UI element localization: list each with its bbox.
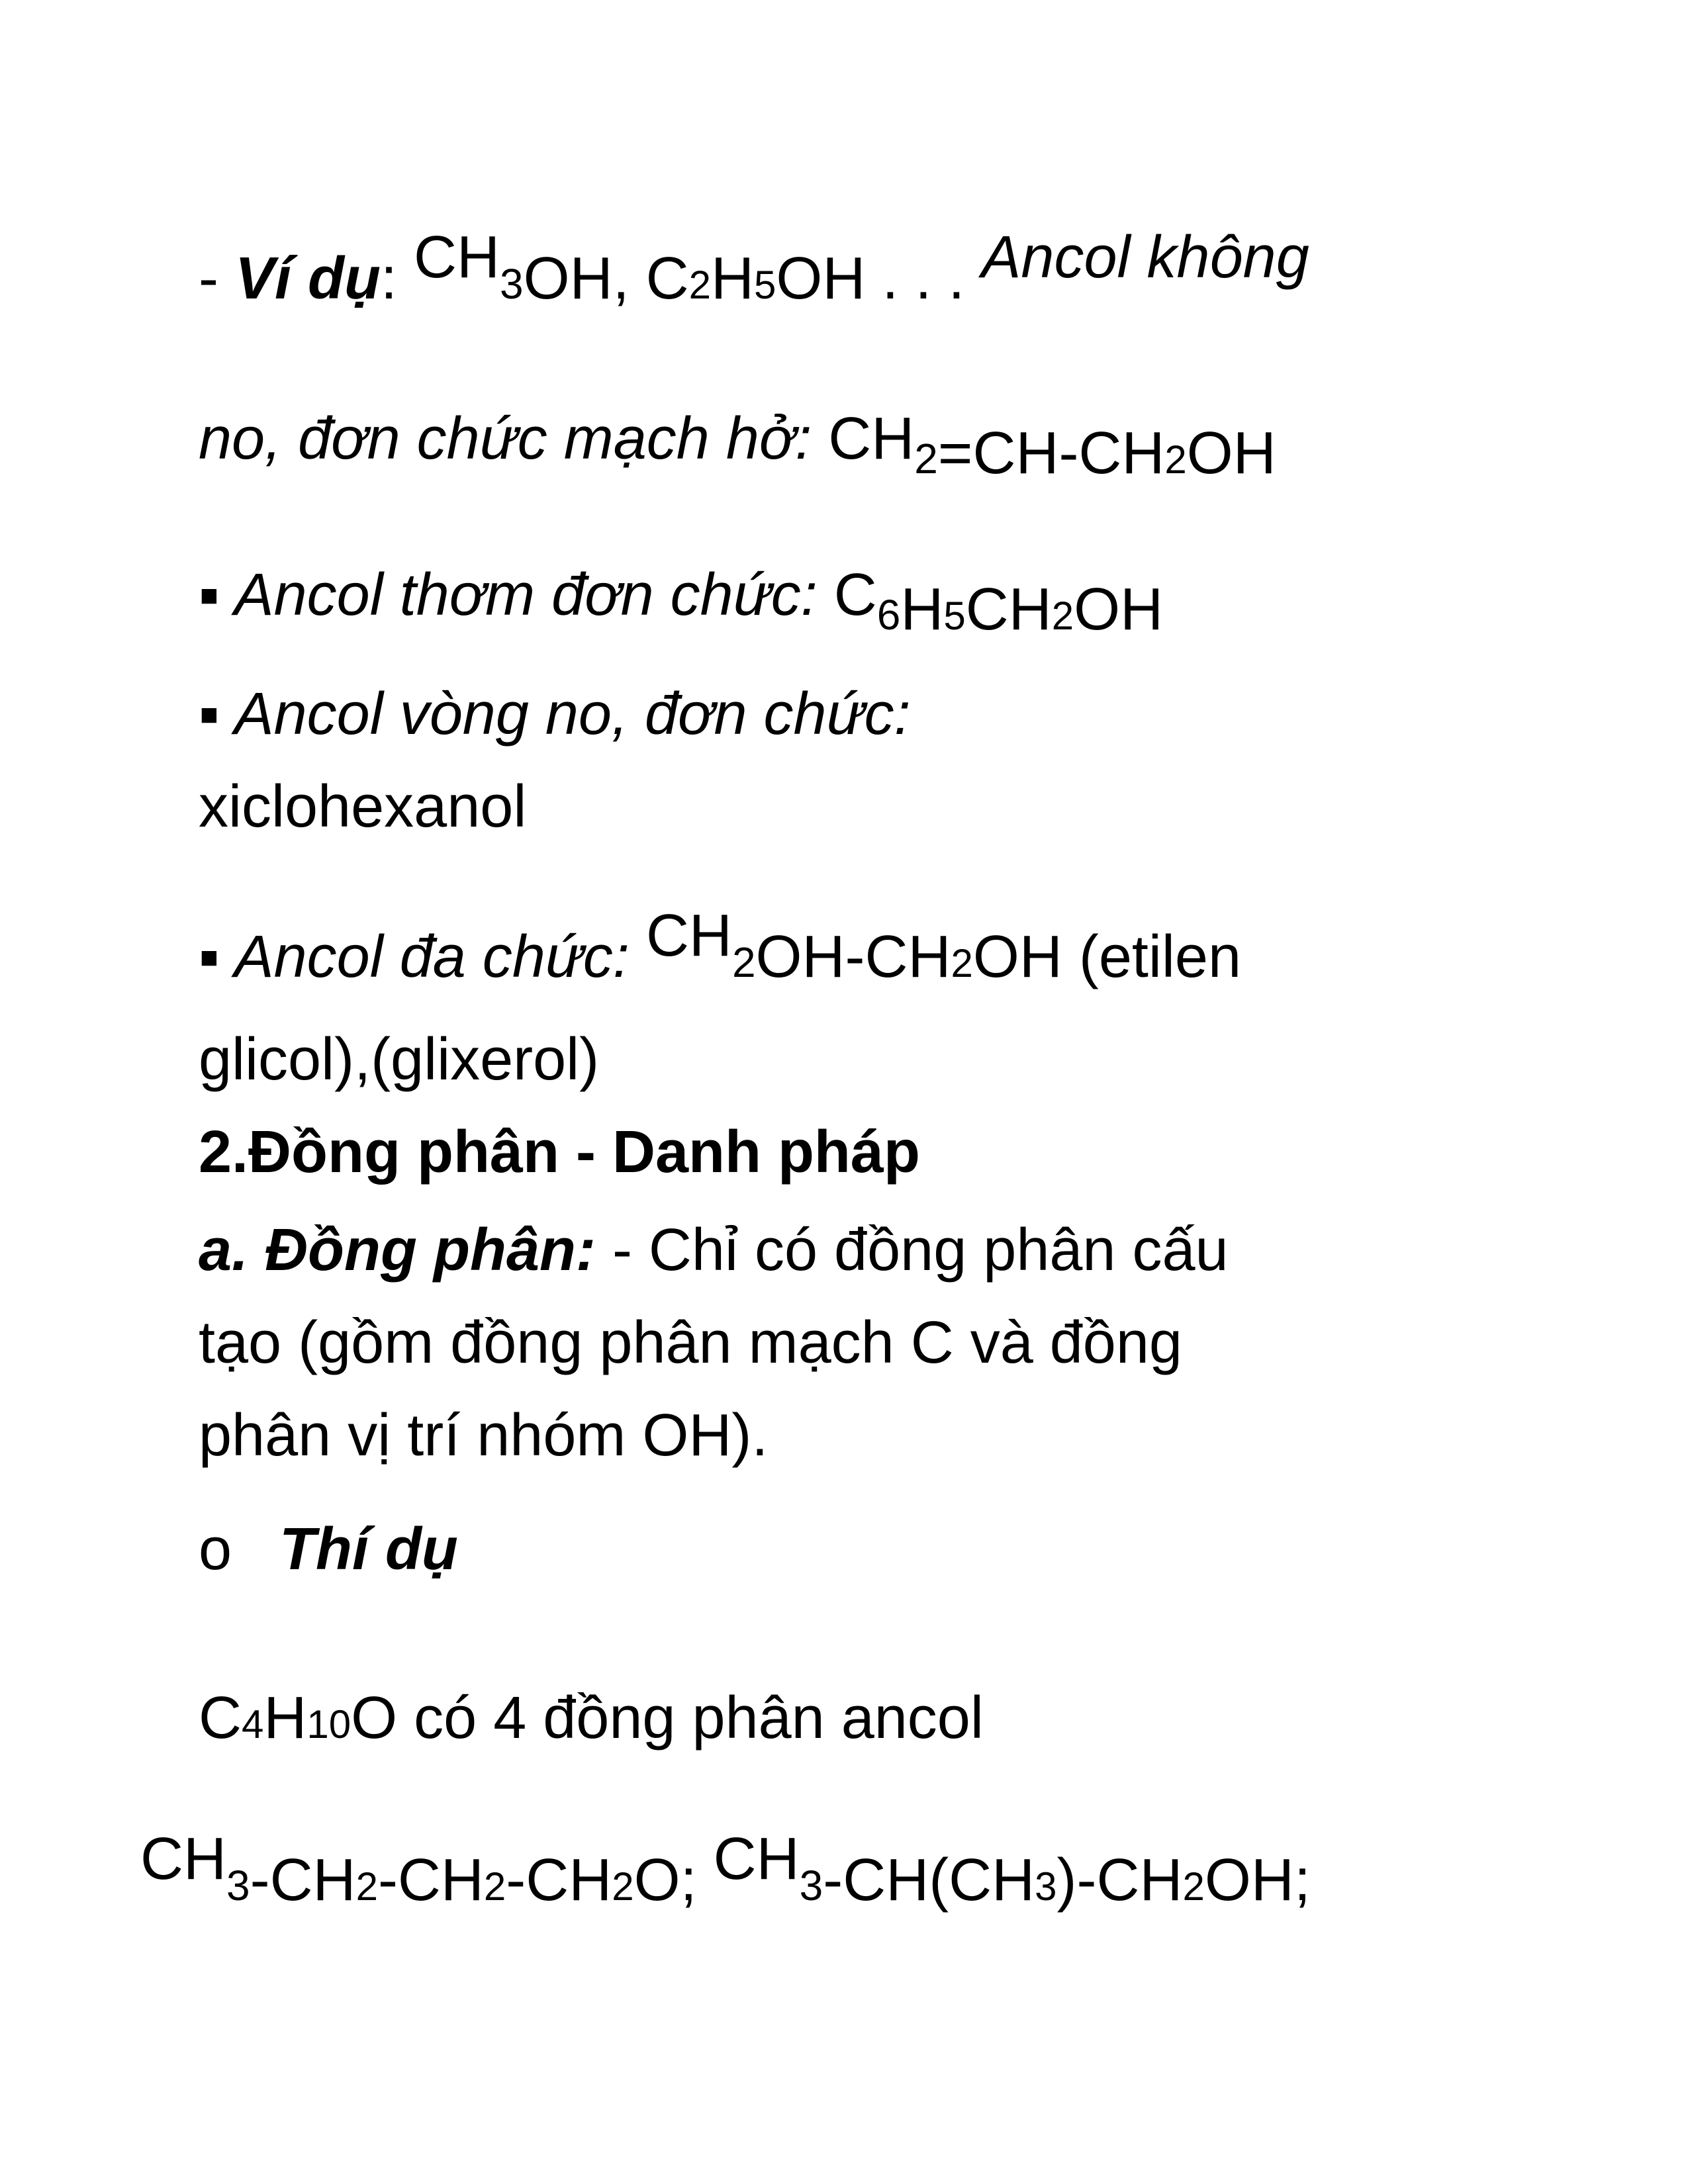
- text: O có 4 đồng phân ancol: [351, 1685, 984, 1751]
- formula-part: OH, C: [523, 246, 689, 312]
- formula-part: OH: [1186, 420, 1276, 486]
- formula-part: -CH: [506, 1847, 612, 1913]
- compound-name: xiclohexanol: [199, 774, 527, 840]
- line-ancol-da-chuc: [199, 903, 1242, 992]
- formula-part: OH: [1074, 576, 1164, 643]
- text: phân vị trí nhóm OH).: [199, 1402, 769, 1469]
- subscript: 2: [1182, 1864, 1205, 1909]
- category-text: Ancol vòng no, đơn chức:: [234, 681, 911, 747]
- subscript: 2: [483, 1864, 506, 1909]
- circle-bullet: o: [199, 1516, 232, 1582]
- subscript: 2: [355, 1864, 378, 1909]
- formula-part: OH . . .: [776, 246, 982, 312]
- formula-part: )-CH: [1056, 1847, 1183, 1913]
- subscript: 3: [226, 1862, 250, 1909]
- formula-ch: CH: [140, 1826, 226, 1892]
- line-glicol: [199, 1026, 599, 1095]
- section-heading: [199, 1118, 920, 1187]
- subscript: 4: [242, 1702, 264, 1747]
- subscript: 10: [306, 1702, 352, 1747]
- formula-part: O;: [633, 1847, 714, 1913]
- line-thi-du: [199, 1516, 458, 1584]
- formula-part: OH;: [1204, 1847, 1311, 1913]
- subscript: 2: [914, 435, 938, 482]
- subscript: 2: [731, 938, 756, 986]
- subscript: 2: [1051, 594, 1074, 638]
- text: glicol),(glixerol): [199, 1026, 600, 1093]
- bullet: ▪: [199, 562, 234, 628]
- line-phan-vi-tri: [199, 1402, 768, 1471]
- heading-text: 2.Đồng phân - Danh pháp: [199, 1119, 920, 1185]
- subscript: 6: [876, 591, 901, 639]
- subscript: 3: [799, 1862, 823, 1909]
- line-ancol-khong-no: [199, 405, 1276, 486]
- line-dong-phan: [199, 1216, 1229, 1285]
- line-vi-du: [199, 224, 1309, 314]
- formula-part: H: [710, 246, 754, 312]
- dash: -: [199, 246, 235, 312]
- text: - Chỉ có đồng phân cấu: [595, 1217, 1229, 1283]
- formula-ch: CH: [414, 224, 500, 291]
- formula-part: -CH(CH: [823, 1847, 1035, 1913]
- formula-ch: CH: [828, 406, 915, 472]
- formula-part: H: [900, 576, 944, 643]
- bullet: ▪: [199, 924, 234, 990]
- subscript: 2: [1164, 437, 1187, 482]
- bullet: ▪: [199, 681, 234, 747]
- category-text: Ancol đa chức:: [234, 924, 646, 990]
- formula-part: OH (etilen: [972, 924, 1242, 990]
- formula-part: OH-CH: [755, 924, 951, 990]
- formula-part: C: [833, 562, 877, 628]
- ancol-khong-text: Ancol không: [981, 224, 1309, 291]
- subscript: 5: [943, 594, 966, 638]
- line-c4h10o: [199, 1684, 984, 1753]
- formula-ch: CH: [713, 1826, 800, 1892]
- example-label: Ví dụ: [234, 246, 381, 312]
- subscript: 2: [951, 941, 973, 985]
- text: tạo (gồm đồng phân mạch C và đồng: [199, 1310, 1182, 1376]
- formula-part: =CH-CH: [937, 420, 1165, 486]
- formula-part: -CH: [250, 1847, 356, 1913]
- line-xiclohexanol: [199, 773, 526, 842]
- subscript: 2: [688, 263, 711, 307]
- colon: :: [380, 246, 414, 312]
- formula-part: C: [199, 1685, 242, 1751]
- subheading-label: a. Đồng phân:: [199, 1217, 596, 1283]
- line-ancol-vong: [199, 680, 911, 749]
- formula-ch: CH: [645, 903, 732, 969]
- formula-part: H: [263, 1685, 307, 1751]
- line-isomers: [140, 1826, 1311, 1915]
- line-tao: [199, 1309, 1182, 1378]
- subscript: 2: [612, 1864, 634, 1909]
- subscript: 3: [1035, 1864, 1057, 1909]
- subscript: 3: [500, 260, 524, 308]
- category-text: no, đơn chức mạch hở:: [199, 406, 829, 472]
- example-label: Thí dụ: [279, 1516, 458, 1582]
- category-text: Ancol thơm đơn chức:: [234, 562, 834, 628]
- line-ancol-thom: [199, 561, 1164, 643]
- formula-part: CH: [965, 576, 1052, 643]
- formula-part: -CH: [377, 1847, 484, 1913]
- subscript: 5: [753, 263, 776, 307]
